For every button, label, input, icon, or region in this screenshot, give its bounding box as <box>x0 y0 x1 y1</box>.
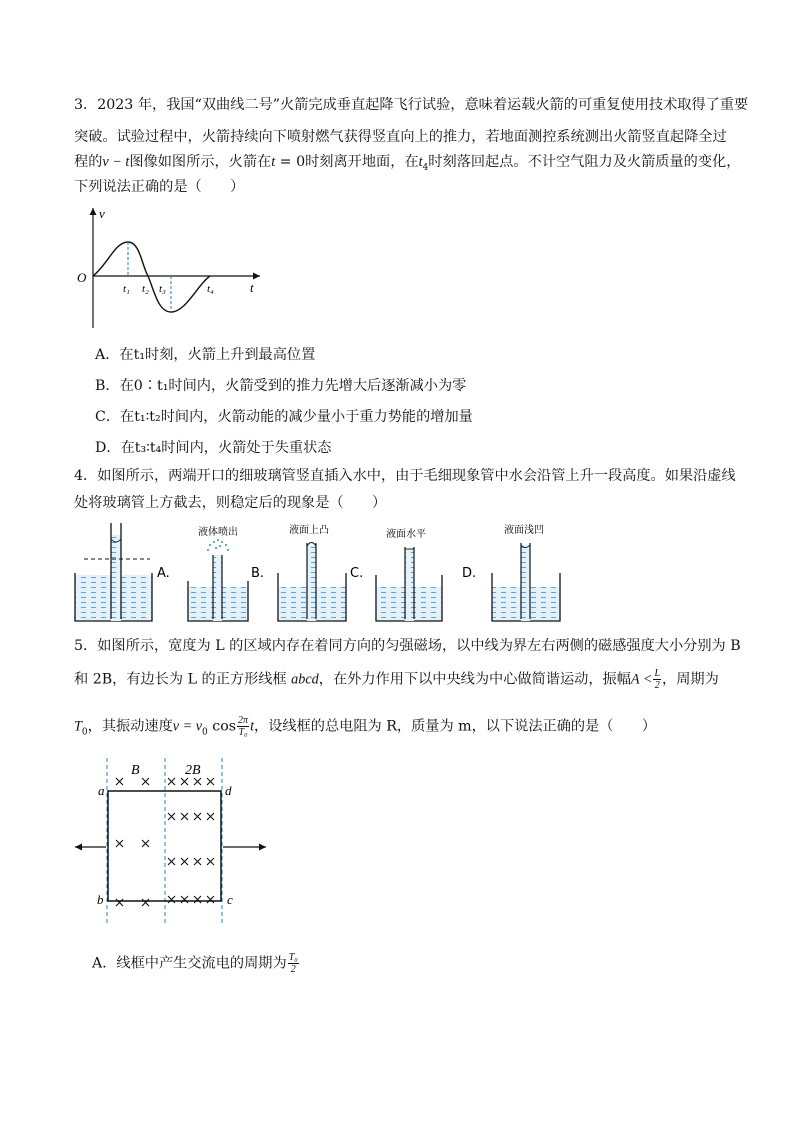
q4-option-b-figure <box>278 523 346 621</box>
q4-option-d-figure <box>492 523 560 621</box>
corner-a: a <box>98 783 105 798</box>
q3-line-4: 下列说法正确的是（ ） <box>74 179 245 195</box>
q5-figure <box>70 758 280 928</box>
q3-line-3: 程的v − t图像如图所示，火箭在t = 0时刻离开地面，在$t_4$时刻落回起点。不计空气阻力及火箭质量的变化， <box>74 154 741 173</box>
q3-vt-graph <box>70 200 270 335</box>
q3-option-a: A．在t₁时刻，火箭上升到最高位置 <box>95 347 316 363</box>
tick-t4: t₄ <box>207 283 214 295</box>
q4-line-1: 4．如图所示，两端开口的细玻璃管竖直插入水中，由于毛细现象管中水会沿管上升一段高度。如果沿虚线 <box>74 468 736 484</box>
q3-line-1: 3．2023 年，我国“双曲线二号”火箭完成垂直起降飞行试验，意味着运载火箭的可重复使用技术取得了重要 <box>74 97 749 113</box>
tick-t2: t₂ <box>142 283 149 295</box>
v-axis-label: v <box>99 206 105 221</box>
q4-label-d: D. <box>462 566 477 581</box>
svg-text:液面上凸: 液面上凸 <box>289 525 329 536</box>
q4-option-a-figure <box>188 525 248 621</box>
field-label-b: B <box>131 763 140 778</box>
q4-figure <box>70 515 570 625</box>
q5-line-3: $T_0$，其振动速度$v = v_0$ cos $\frac{2\pi}{\text{T₀}}$ t，设线框的总电阻为 R，质量为 m，以下说法正确的是（ ） <box>74 715 657 738</box>
t-axis-label: t <box>250 280 254 295</box>
q3-option-c: C．在t₁∶t₂时间内，火箭动能的减少量小于重力势能的增加量 <box>95 409 473 425</box>
q4-original-setup <box>75 523 152 621</box>
q3-option-d: D．在t₃∶t₄时间内，火箭处于失重状态 <box>95 440 332 456</box>
tick-t3: t₃ <box>159 283 166 295</box>
vt-curve <box>93 242 210 312</box>
q5-option-a: A．线框中产生交流电的周期为 $\frac{\text{T₀}}{2}$ <box>92 952 298 975</box>
svg-text:液面浅凹: 液面浅凹 <box>504 525 544 536</box>
corner-d: d <box>225 783 232 798</box>
q4-option-c-figure <box>376 527 442 621</box>
corner-b: b <box>97 892 104 907</box>
q4-label-a: A. <box>157 566 170 581</box>
corner-c: c <box>227 892 233 907</box>
q4-label-c: C. <box>350 566 364 581</box>
svg-text:液体喷出: 液体喷出 <box>198 527 238 538</box>
q3-line-2: 突破。试验过程中，火箭持续向下喷射燃气获得竖直向上的推力，若地面测控系统测出火箭竖直起降全过 <box>74 129 727 145</box>
q5-line-2: 和 2B，有边长为 L 的正方形线框 abcd，在外力作用下以中央线为中心做简谐运动，振幅A < $\frac{L}{2}$ ，周期为 <box>74 668 719 691</box>
field-label-2b: 2B <box>185 763 201 778</box>
q4-label-b: B. <box>251 566 265 581</box>
q4-line-2: 处将玻璃管上方截去，则稳定后的现象是（ ） <box>74 495 387 511</box>
origin-label: O <box>77 270 87 285</box>
q5-line-1: 5．如图所示，宽度为 L 的区域内存在着同方向的匀强磁场，以中线为界左右两侧的磁感强度大小分别为 B <box>74 638 741 654</box>
tick-t1: t₁ <box>123 283 130 295</box>
q3-option-b: B．在0∶t₁时间内，火箭受到的推力先增大后逐渐减小为零 <box>95 378 467 394</box>
svg-text:液面水平: 液面水平 <box>386 529 426 540</box>
